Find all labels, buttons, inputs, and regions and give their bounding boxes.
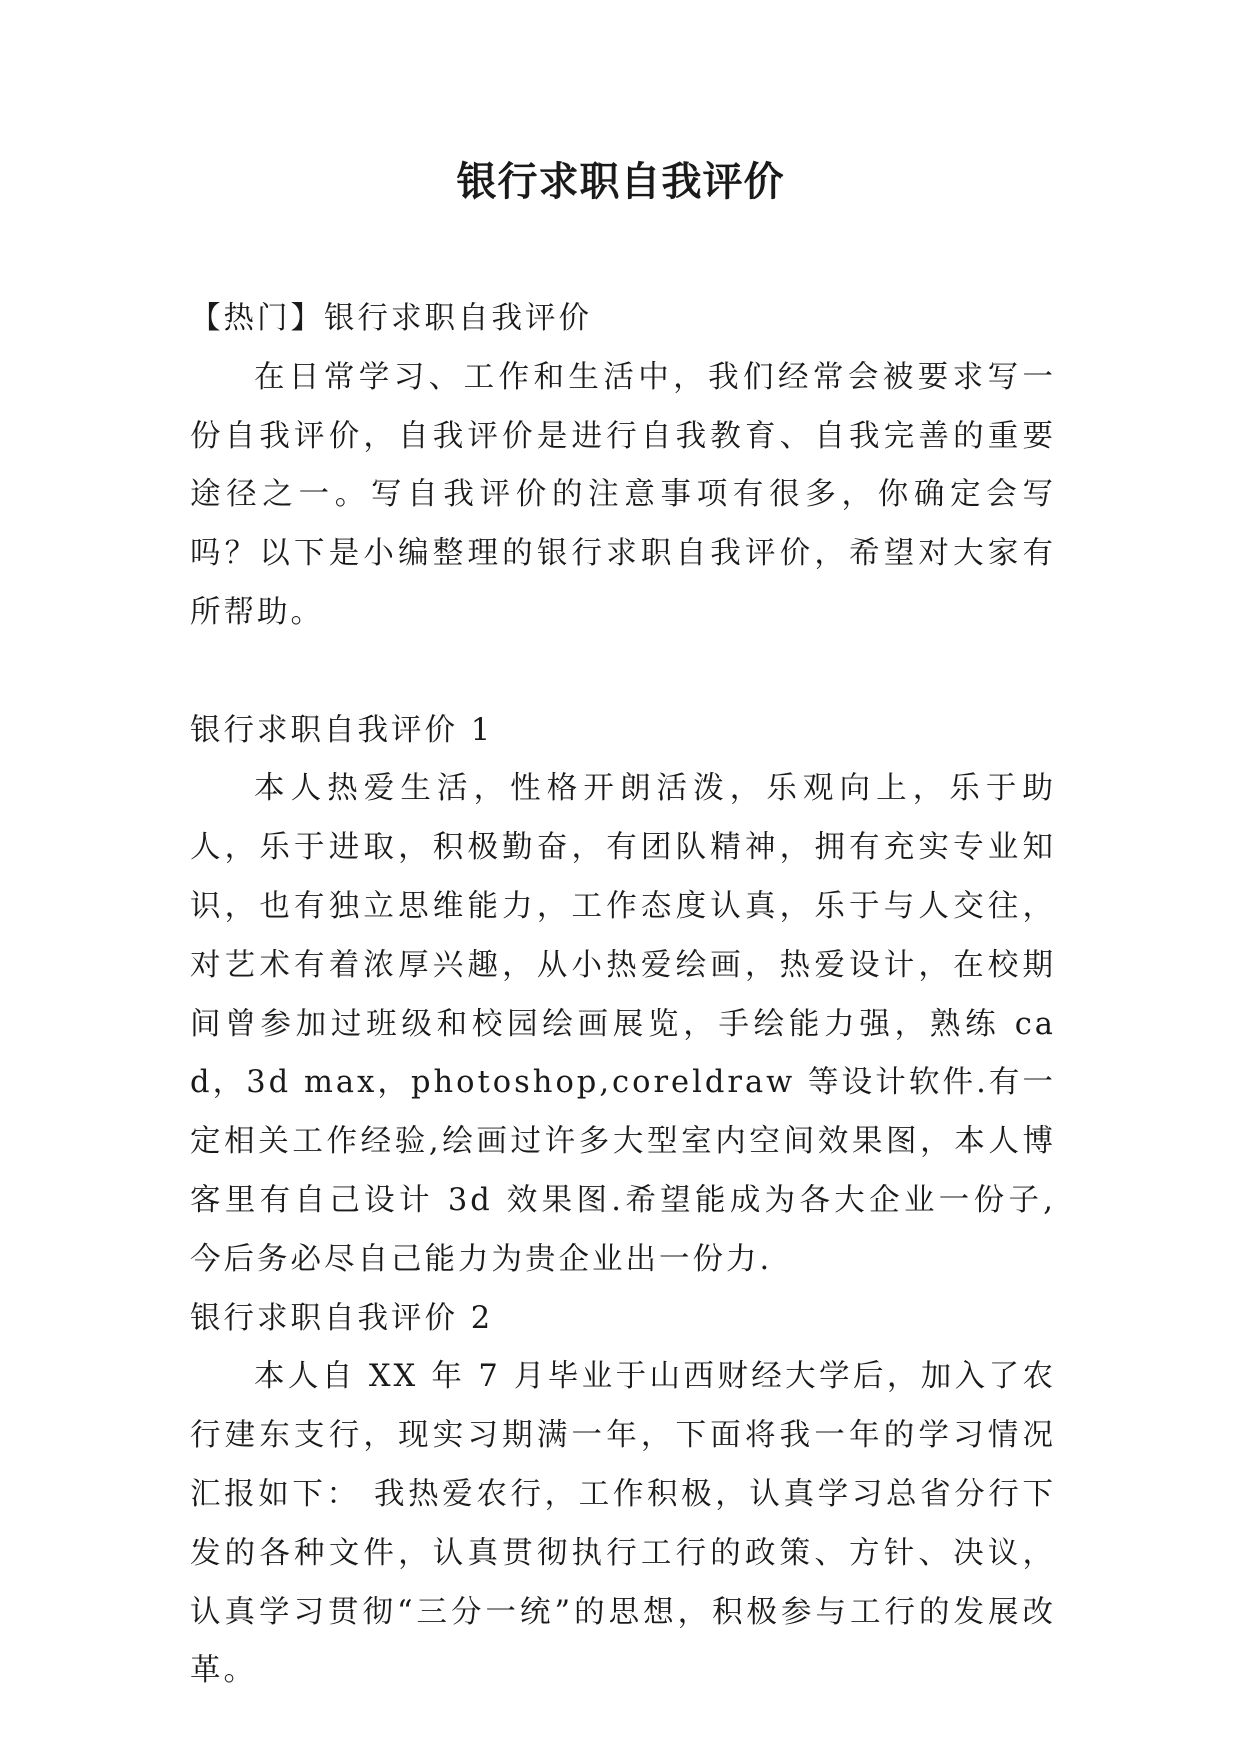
document-title: 银行求职自我评价: [456, 158, 785, 205]
document-subtitle: 【热门】银行求职自我评价: [190, 301, 592, 336]
section-paragraph: 本人自 XX 年 7 月毕业于山西财经大学后，加入了农行建东支行，现实习期满一年，下面将我一年的学习情况汇报如下： 我热爱农行，工作积极，认真学习总省分行下发的各种文件，认真贯彻执行工行的政策、方针、决议，认真学习贯彻“三分一统”的思想，积极参与工行的发展改革。: [190, 1359, 1056, 1689]
paragraph-spacer: [190, 643, 1056, 702]
section-heading: 银行求职自我评价 1: [190, 712, 494, 748]
section-paragraph: 本人热爱生活，性格开朗活泼，乐观向上，乐于助人，乐于进取，积极勤奋，有团队精神，拥有充实专业知识，也有独立思维能力，工作态度认真，乐于与人交往，对艺术有着浓厚兴趣，从小热爱绘画，热爱设计，在校期间曾参加过班级和校园绘画展览，手绘能力强，熟练 cad，3d max，photoshop,coreldraw 等设计软件.有一定相关工作经验,绘画过许多大型室内空间效果图，本人博客里有自己设计 3d 效果图.希望能成为各大企业一份子,今后务必尽自己能力为贵企业出一份力.: [190, 771, 1056, 1277]
intro-paragraph: 在日常学习、工作和生活中，我们经常会被要求写一份自我评价，自我评价是进行自我教育、自我完善的重要途径之一。写自我评价的注意事项有很多，你确定会写吗？以下是小编整理的银行求职自我评价，希望对大家有所帮助。: [190, 359, 1056, 630]
document-body: [190, 290, 1056, 1701]
section-heading: 银行求职自我评价 2: [190, 1300, 494, 1336]
